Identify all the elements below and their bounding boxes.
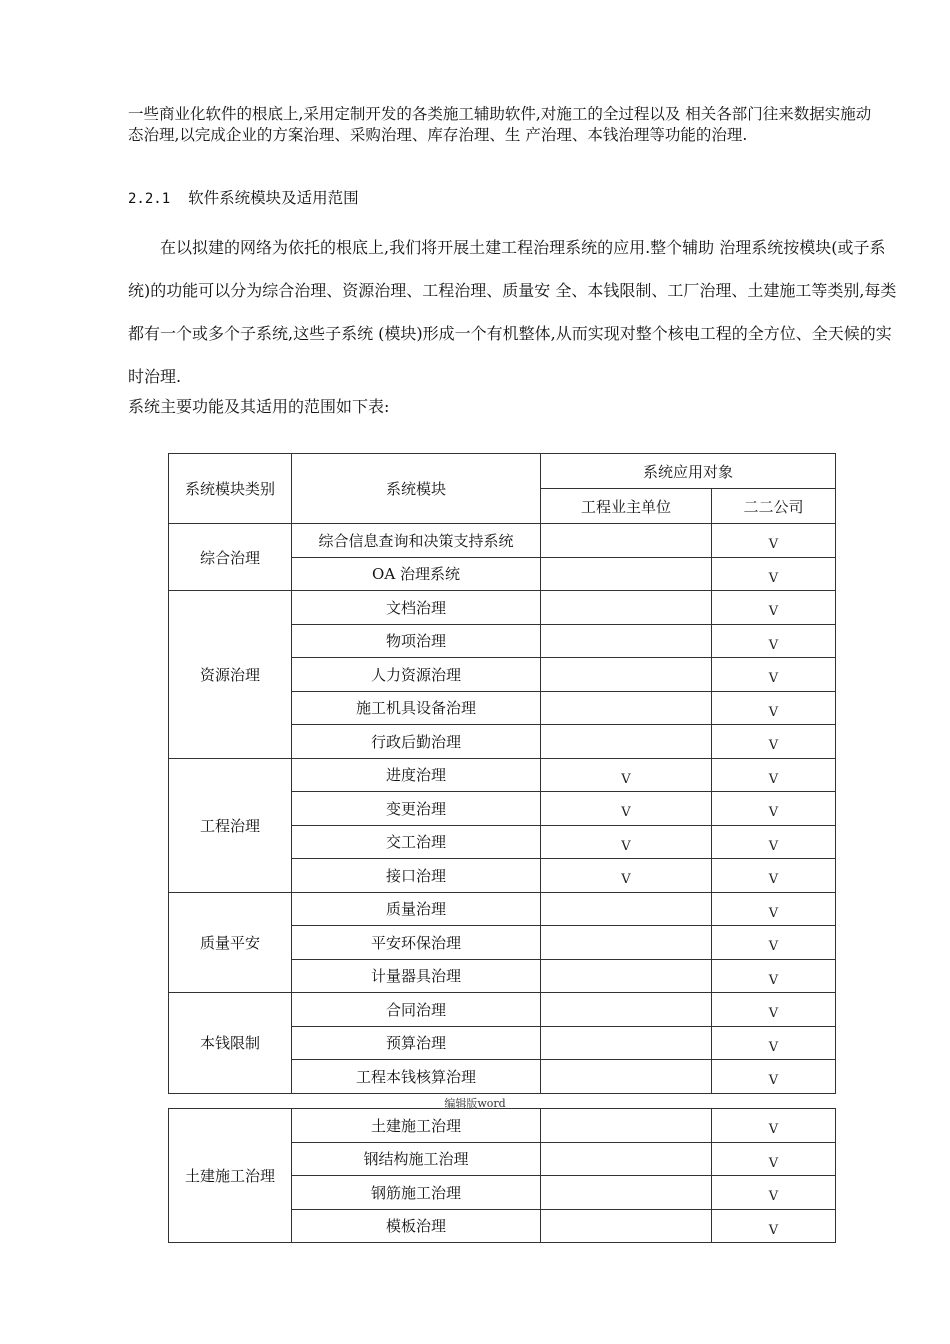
section-number: 2.2.1 — [128, 191, 171, 207]
company-cell — [712, 1142, 836, 1176]
owner-cell — [541, 758, 712, 792]
owner-cell — [541, 892, 712, 926]
owner-cell — [541, 1176, 712, 1210]
owner-cell — [541, 1142, 712, 1176]
check-mark: V — [768, 570, 779, 586]
check-mark: V — [768, 1122, 779, 1138]
check-mark: V — [621, 771, 631, 787]
owner-cell — [541, 1209, 712, 1243]
owner-cell — [541, 658, 712, 692]
header-scope: 系统应用对象 — [541, 454, 836, 489]
module-cell: 变更治理 — [292, 792, 541, 826]
category-cell: 本钱限制 — [169, 993, 292, 1094]
owner-cell — [541, 624, 712, 658]
table-row — [169, 892, 836, 926]
check-mark: V — [768, 738, 779, 754]
company-cell — [712, 691, 836, 725]
company-cell — [712, 792, 836, 826]
module-cell: 物项治理 — [292, 624, 541, 658]
check-mark: V — [768, 1039, 779, 1055]
module-cell: 钢筋施工治理 — [292, 1176, 541, 1210]
company-cell — [712, 758, 836, 792]
table-row — [169, 591, 836, 625]
header-company: 二二公司 — [712, 489, 836, 524]
header-owner: 工程业主单位 — [541, 489, 712, 524]
page-footer: 编辑版word — [444, 1097, 506, 1110]
company-cell — [712, 524, 836, 558]
table-row — [169, 758, 836, 792]
company-cell — [712, 892, 836, 926]
check-mark: V — [768, 872, 779, 888]
check-mark: V — [768, 1155, 779, 1171]
company-cell — [712, 624, 836, 658]
owner-cell — [541, 792, 712, 826]
company-cell — [712, 859, 836, 893]
company-cell — [712, 1060, 836, 1094]
company-cell — [712, 658, 836, 692]
module-cell: 人力资源治理 — [292, 658, 541, 692]
owner-cell — [541, 993, 712, 1027]
company-cell — [712, 1109, 836, 1143]
company-cell — [712, 591, 836, 625]
company-cell — [712, 725, 836, 759]
check-mark: V — [768, 537, 779, 553]
company-cell — [712, 993, 836, 1027]
check-mark: V — [768, 972, 779, 988]
table-intro: 系统主要功能及其适用的范围如下表: — [128, 397, 390, 416]
company-cell — [712, 926, 836, 960]
section-title: 软件系统模块及适用范围 — [188, 189, 359, 207]
company-cell — [712, 557, 836, 591]
category-cell: 资源治理 — [169, 591, 292, 759]
owner-cell — [541, 1026, 712, 1060]
owner-cell — [541, 1060, 712, 1094]
category-cell: 土建施工治理 — [169, 1109, 292, 1243]
check-mark: V — [768, 704, 779, 720]
owner-cell — [541, 926, 712, 960]
module-cell: 工程本钱核算治理 — [292, 1060, 541, 1094]
table-row — [169, 993, 836, 1027]
company-cell — [712, 1026, 836, 1060]
category-cell: 质量平安 — [169, 892, 292, 993]
owner-cell — [541, 1109, 712, 1143]
check-mark: V — [768, 805, 779, 821]
check-mark: V — [768, 939, 779, 955]
module-cell: 钢结构施工治理 — [292, 1142, 541, 1176]
check-mark: V — [768, 604, 779, 620]
owner-cell — [541, 524, 712, 558]
check-mark: V — [768, 637, 779, 653]
check-mark: V — [621, 805, 631, 821]
check-mark: V — [768, 771, 779, 787]
module-cell: 交工治理 — [292, 825, 541, 859]
module-table — [168, 453, 836, 1094]
module-cell: 综合信息查询和决策支持系统 — [292, 524, 541, 558]
owner-cell — [541, 691, 712, 725]
check-mark: V — [768, 1006, 779, 1022]
header-category: 系统模块类别 — [169, 454, 292, 524]
table-row — [169, 524, 836, 558]
check-mark: V — [768, 838, 779, 854]
module-table-continued — [168, 1108, 836, 1243]
module-cell: OA 治理系统 — [292, 557, 541, 591]
header-module: 系统模块 — [292, 454, 541, 524]
category-cell: 综合治理 — [169, 524, 292, 591]
module-cell: 质量治理 — [292, 892, 541, 926]
check-mark: V — [768, 1189, 779, 1205]
paragraph-top: 一些商业化软件的根底上,采用定制开发的各类施工辅助软件,对施工的全过程以及 相关各部门往来数据实施动态治理,以完成企业的方案治理、采购治理、库存治理、生 产治理、本钱治理等功能的治理. — [128, 105, 872, 144]
module-cell: 计量器具治理 — [292, 959, 541, 993]
check-mark: V — [768, 1222, 779, 1238]
module-cell: 行政后勤治理 — [292, 725, 541, 759]
module-cell: 接口治理 — [292, 859, 541, 893]
module-cell: 平安环保治理 — [292, 926, 541, 960]
module-cell: 模板治理 — [292, 1209, 541, 1243]
company-cell — [712, 959, 836, 993]
module-cell: 施工机具设备治理 — [292, 691, 541, 725]
module-cell: 预算治理 — [292, 1026, 541, 1060]
owner-cell — [541, 859, 712, 893]
module-cell: 合同治理 — [292, 993, 541, 1027]
check-mark: V — [621, 838, 631, 854]
company-cell — [712, 1209, 836, 1243]
module-cell: 进度治理 — [292, 758, 541, 792]
check-mark: V — [768, 1073, 779, 1089]
company-cell — [712, 1176, 836, 1210]
owner-cell — [541, 591, 712, 625]
module-cell: 土建施工治理 — [292, 1109, 541, 1143]
check-mark: V — [768, 671, 779, 687]
check-mark: V — [768, 905, 779, 921]
paragraph-main: 在以拟建的网络为依托的根底上,我们将开展土建工程治理系统的应用.整个辅助 治理系统按模块(或子系统)的功能可以分为综合治理、资源治理、工程治理、质量安 全、本钱限制、工厂治理、土建施工等类别,每类都有一个或多个子系统,这些子系统 (模块)形成一个有机整体,从而实现对整个核电工程的全方位、全天候的实时治理. — [128, 238, 897, 386]
category-cell: 工程治理 — [169, 758, 292, 892]
owner-cell — [541, 825, 712, 859]
section-heading — [128, 186, 359, 208]
table-row — [169, 1109, 836, 1143]
module-cell: 文档治理 — [292, 591, 541, 625]
company-cell — [712, 825, 836, 859]
check-mark: V — [621, 872, 631, 888]
owner-cell — [541, 725, 712, 759]
owner-cell — [541, 557, 712, 591]
owner-cell — [541, 959, 712, 993]
